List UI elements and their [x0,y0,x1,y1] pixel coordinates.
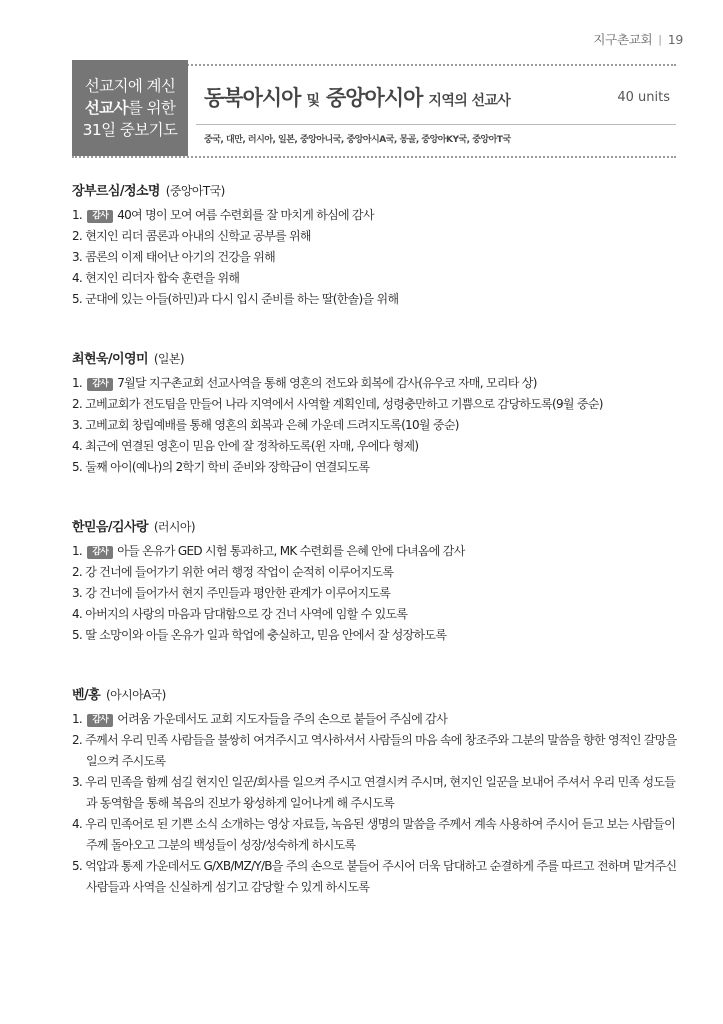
prayer-item: 4. 아버지의 사랑의 마음과 담대함으로 강 건너 사역에 임할 수 있도록 [72,607,408,621]
prayer-item: 3. 우리 민족을 함께 섬길 현지인 일꾼/회사를 일으켜 주시고 연결시켜 주시며, 현지인 일꾼을 보내어 주셔서 우리 민족 성도들과 동역함을 통해 복음의 진보가 왕성하게 일어나게 해 주시도록 [72,775,676,810]
page-header [593,30,683,48]
prayer-item: 3. 고베교회 창립예배를 통해 영혼의 회복과 은혜 가운데 드려지도록(10월 중순) [72,418,459,432]
prayer-item: 1. 감사 40여 명이 모여 여름 수련회를 잘 마치게 하심에 감사 [72,208,374,222]
missionary-name: 장부르심/정소명 (중앙아T국) [72,184,225,199]
prayer-item: 5. 딸 소망이와 아들 온유가 일과 학업에 충실하고, 믿음 안에서 잘 성장하도록 [72,628,447,642]
prayer-item: 5. 군대에 있는 아들(하민)과 다시 입시 준비를 하는 딸(한솔)을 위해 [72,292,399,306]
missionary-name: 벤/홍 (아시아A국) [72,688,166,703]
badge-line-3: 31일 중보기도 [82,121,178,139]
missionary-name: 최현욱/이영미 (일본) [72,352,184,367]
missionary-section-4 [72,684,682,898]
prayer-item: 4. 최근에 연결된 영혼이 믿음 안에 잘 정착하도록(윈 자매, 우에다 형제) [72,439,419,453]
banner-divider [196,124,676,125]
prayer-badge [72,60,188,156]
title-northeast-asia: 동북아시아 [204,86,301,110]
badge-line-1: 선교지에 계신 [84,77,176,95]
badge-line-2: 선교사를 위한 [84,99,176,117]
missionary-section-2 [72,348,682,478]
thanks-tag: 감사 [87,378,113,391]
missionary-section-1 [72,180,682,310]
prayer-item: 2. 현지인 리더 콤론과 아내의 신학교 공부를 위해 [72,229,311,243]
prayer-item: 3. 콤론의 이제 태어난 아기의 건강을 위해 [72,250,276,264]
title-suffix: 지역의 선교사 [428,93,511,109]
prayer-item: 1. 감사 7월달 지구촌교회 선교사역을 통해 영혼의 전도와 회복에 감사(유우코 자매, 모리타 상) [72,376,537,390]
region-banner [72,60,676,156]
prayer-item: 1. 감사 어려움 가운데서도 교회 지도자들을 주의 손으로 붙들어 주심에 감사 [72,712,448,726]
header-separator: | [658,32,662,46]
title-central-asia: 중앙아시아 [325,86,423,110]
page-number: 19 [667,31,683,47]
title-and: 및 [306,93,320,109]
units-count: 40 units [617,90,670,105]
prayer-item: 3. 강 건너에 들어가서 현지 주민들과 평안한 관계가 이루어지도록 [72,586,391,600]
region-title [204,82,676,116]
thanks-tag: 감사 [87,210,113,223]
prayer-item: 4. 현지인 리더자 합숙 훈련을 위해 [72,271,240,285]
prayer-item: 1. 감사 아들 온유가 GED 시험 통과하고, MK 수련회를 은혜 안에 다녀옴에 감사 [72,544,465,558]
prayer-item: 5. 둘째 아이(예나)의 2학기 학비 준비와 장학금이 연결되도록 [72,460,370,474]
church-name: 지구촌교회 [593,32,653,47]
prayer-item: 2. 고베교회가 전도팀을 만들어 나라 지역에서 사역할 계획인데, 성령충만하고 기쁨으로 감당하도록(9월 중순) [72,397,603,411]
thanks-tag: 감사 [87,546,113,559]
prayer-item: 4. 우리 민족어로 된 기쁜 소식 소개하는 영상 자료들, 녹음된 생명의 말씀을 주께서 계속 사용하여 주시어 듣고 보는 사람들이 주께 돌아오고 그분의 백성들이 성장/성숙하게 하시도록 [72,817,675,852]
thanks-tag: 감사 [87,714,113,727]
prayer-item: 2. 주께서 우리 민족 사람들을 불쌍히 여겨주시고 역사하셔서 사람들의 마음 속에 창조주와 그분의 말씀을 향한 영적인 갈망을 일으켜 주시도록 [72,733,677,768]
bottom-dotted-rule [72,156,676,158]
missionary-section-3 [72,516,682,646]
prayer-item: 5. 억압과 통제 가운데서도 G/XB/MZ/Y/B을 주의 손으로 붙들어 주시어 더욱 담대하고 순결하게 주를 따르고 전하며 맡겨주신 사람들과 사역을 신실하게 섬기고 감당할 수 있게 하시도록 [72,859,677,894]
country-list: 중국, 대만, 러시아, 일본, 중앙아니국, 중앙아시A국, 몽골, 중앙아KY국, 중앙아T국 [204,135,511,145]
prayer-item: 2. 강 건너에 들어가기 위한 여러 행정 작업이 순적히 이루어지도록 [72,565,394,579]
missionary-name: 한믿음/김사랑 (러시아) [72,520,195,535]
